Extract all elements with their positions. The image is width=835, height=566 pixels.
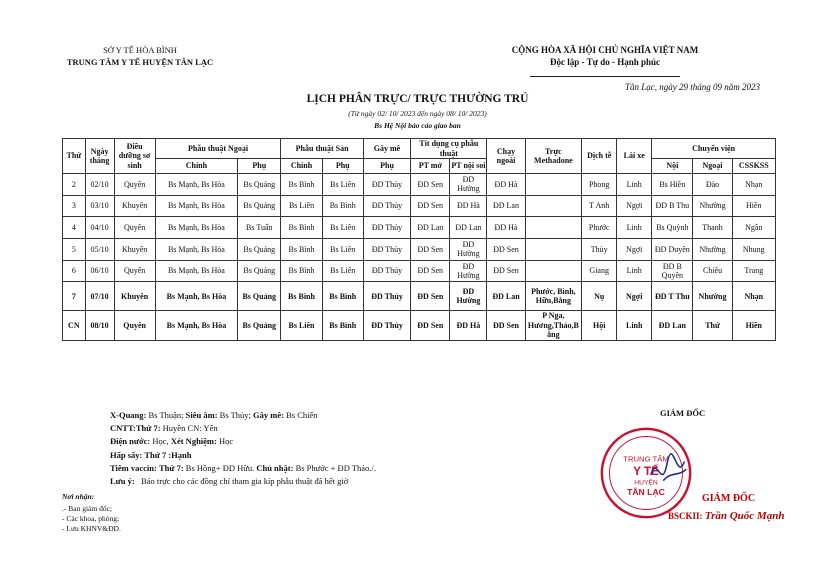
col-ngoai-phu: Phụ <box>238 159 281 174</box>
cell-cv-noi: Bs Hiền <box>652 174 693 196</box>
table-row <box>63 260 776 282</box>
cell-cv-csskss: Ngần <box>732 217 775 239</box>
cell-methadone <box>525 239 582 261</box>
cell-gayme: ĐD Thủy <box>363 217 410 239</box>
cell-dichte: Phước <box>582 217 617 239</box>
col-san-phu: Phụ <box>322 159 363 174</box>
stamp-text-4: TÂN LẠC <box>627 487 665 498</box>
cell-chay: ĐD Sen <box>487 260 525 282</box>
cell-cv-noi: ĐD Duyên <box>652 239 693 261</box>
cell-cv-csskss: Nhung <box>732 239 775 261</box>
cell-san-phu: Bs Bình <box>322 282 363 311</box>
col-dieu-duong: Điều dưỡng sơ sinh <box>114 139 155 174</box>
recipient-item: - Các khoa, phòng; <box>62 514 120 523</box>
nation-header <box>470 44 740 80</box>
cell-san-phu: Bs Bình <box>322 195 363 217</box>
cell-ngay: 08/10 <box>85 311 114 341</box>
cell-gayme: ĐD Thủy <box>363 239 410 261</box>
col-tdc-pt: Tít dụng cụ phẫu thuật <box>411 139 487 159</box>
recipient-item: - Lưu KHNV&ĐD. <box>62 524 121 533</box>
cell-san-chinh: Bs Bình <box>281 282 322 311</box>
cell-laixe: Ngợi <box>617 195 652 217</box>
col-pt-ngoai: Phẫu thuật Ngoại <box>155 139 281 159</box>
cell-methadone <box>525 174 582 196</box>
cell-laixe: Ngợi <box>617 282 652 311</box>
cell-dichte: Giang <box>582 260 617 282</box>
cell-ngoai-chinh: Bs Mạnh, Bs Hòa <box>155 217 237 239</box>
cell-thu: CN <box>63 311 86 341</box>
cell-cv-csskss: Hiền <box>732 311 775 341</box>
notes-line-5 <box>110 462 376 475</box>
cell-dd: Quyên <box>114 217 155 239</box>
cell-methadone <box>525 195 582 217</box>
cell-laixe: Linh <box>617 217 652 239</box>
cell-ngoai-phu: Bs Quảng <box>238 239 281 261</box>
cell-thu: 3 <box>63 195 86 217</box>
recipients-block <box>62 492 121 534</box>
report-note: Bs Hệ Nội báo cáo giao ban <box>374 121 461 130</box>
cell-thu: 2 <box>63 174 86 196</box>
nation-line: CỘNG HÒA XÃ HỘI CHỦ NGHĨA VIỆT NAM <box>511 45 699 55</box>
cell-pt-mo: ĐD Sen <box>411 282 450 311</box>
cell-dd: Khuyên <box>114 195 155 217</box>
notes-block <box>110 409 376 488</box>
col-san-chinh: Chính <box>281 159 322 174</box>
xetnghiem-value: Học <box>218 436 234 447</box>
cell-ngoai-chinh: Bs Mạnh, Bs Hòa <box>155 311 237 341</box>
cell-chay: ĐD Hà <box>487 217 525 239</box>
vaccin-cn-label: Chủ nhật: <box>256 462 294 473</box>
cell-cv-csskss: Trang <box>732 260 775 282</box>
cell-ngoai-chinh: Bs Mạnh, Bs Hòa <box>155 260 237 282</box>
cell-dichte: Nụ <box>582 282 617 311</box>
cell-dichte: Hội <box>582 311 617 341</box>
col-chuyen-vien: Chuyển viện <box>652 139 776 159</box>
cell-san-phu: Bs Bình <box>322 311 363 341</box>
page-title: LỊCH PHÂN TRỰC/ TRỰC THƯỜNG TRÚ <box>306 93 529 105</box>
cell-ngoai-phu: Bs Quảng <box>238 174 281 196</box>
motto-underline <box>530 76 680 77</box>
cell-dd: Khuyên <box>114 239 155 261</box>
cell-ngoai-chinh: Bs Mạnh, Bs Hòa <box>155 282 237 311</box>
col-ngoai-chinh: Chính <box>155 159 237 174</box>
cell-dd: Quyên <box>114 174 155 196</box>
director-name <box>668 510 784 522</box>
table-row <box>63 239 776 261</box>
cell-cv-csskss: Hiền <box>732 195 775 217</box>
table-row <box>63 311 776 341</box>
col-pt-noi-soi: PT nội soi <box>450 159 487 174</box>
gayme-value: Bs Chiến <box>286 410 318 420</box>
notes-line-6 <box>110 475 376 488</box>
cell-chay: ĐD Sen <box>487 239 525 261</box>
luuy-label: Lưu ý: <box>110 476 135 487</box>
hapsay-label: Hấp sấy: Thứ 7 :Hạnh <box>110 449 192 460</box>
col-gayme-phu: Phụ <box>363 159 410 174</box>
cell-thu: 4 <box>63 217 86 239</box>
notes-line-2 <box>110 422 376 435</box>
cell-thu: 7 <box>63 282 86 311</box>
cell-ngoai-chinh: Bs Mạnh, Bs Hòa <box>155 239 237 261</box>
cell-san-phu: Bs Liên <box>322 260 363 282</box>
table-row <box>63 217 776 239</box>
col-ngay: Ngày tháng <box>85 139 114 174</box>
cell-cv-ngoai: Thanh <box>693 217 732 239</box>
cell-san-chinh: Bs Bình <box>281 217 322 239</box>
cell-san-chinh: Bs Bình <box>281 174 322 196</box>
col-chay-ngoai: Chạy ngoài <box>487 139 525 174</box>
luuy-value: Báo trực cho các đồng chí tham gia kíp phẫu thuật đã hết giờ <box>141 476 349 487</box>
cell-san-phu: Bs Liên <box>322 239 363 261</box>
cell-cv-csskss: Nhạn <box>732 174 775 196</box>
stamp-text-2: Y TẾ <box>633 465 659 478</box>
col-dich-te: Dịch tễ <box>582 139 617 174</box>
date-range: (Từ ngày 02/ 10/ 2023 đến ngày 08/ 10/ 2023) <box>348 109 487 118</box>
org-line-1: SỞ Y TẾ HÒA BÌNH <box>103 45 177 55</box>
cell-laixe: Linh <box>617 311 652 341</box>
cell-cv-ngoai: Nhường <box>693 195 732 217</box>
cell-dichte: Thùy <box>582 239 617 261</box>
cell-san-chinh: Bs Liên <box>281 311 322 341</box>
cell-methadone <box>525 260 582 282</box>
table-row <box>63 195 776 217</box>
cell-chay: ĐD Hà <box>487 174 525 196</box>
vaccin-cn-value: Bs Phước + ĐD Thảo./. <box>295 462 376 473</box>
cell-san-phu: Bs Liên <box>322 174 363 196</box>
cell-cv-csskss: Nhạn <box>732 282 775 311</box>
cell-pt-mo: ĐD Sen <box>411 260 450 282</box>
cell-san-chinh: Bs Bình <box>281 239 322 261</box>
col-cv-ngoai: Ngoại <box>693 159 732 174</box>
cell-methadone: P Nga, Hương,Thảo,B ằng <box>525 311 582 341</box>
diennuoc-label: Điện nước: <box>110 436 151 447</box>
cell-methadone <box>525 217 582 239</box>
stamp-text-3: HUYỆN <box>634 479 658 487</box>
cell-pt-noisoi: ĐD Hường <box>450 239 487 261</box>
col-methadone: Trực Methadone <box>525 139 582 174</box>
cell-dichte: T Anh <box>582 195 617 217</box>
name-prefix: BSCKII: <box>668 511 703 521</box>
cell-san-phu: Bs Liên <box>322 217 363 239</box>
cell-pt-mo: ĐD Sen <box>411 174 450 196</box>
stamp-text-1: TRUNG TÂM <box>623 454 669 464</box>
cell-cv-noi: Bs Quỳnh <box>652 217 693 239</box>
cell-cv-noi: ĐD T Thu <box>652 282 693 311</box>
header-row-1 <box>63 139 776 159</box>
vaccin-label: Tiêm vaccin: <box>110 462 157 473</box>
cell-dd: Quyên <box>114 311 155 341</box>
cell-ngoai-phu: Bs Tuấn <box>238 217 281 239</box>
cell-cv-noi: ĐD B Quyên <box>652 260 693 282</box>
cell-thu: 5 <box>63 239 86 261</box>
schedule-table <box>62 138 776 341</box>
notes-line-1 <box>110 409 376 422</box>
vaccin-t7-label: Thứ 7: <box>158 462 184 473</box>
col-cv-noi: Nội <box>652 159 693 174</box>
cell-pt-noisoi: ĐD Hường <box>450 174 487 196</box>
col-pt-mo: PT mở <box>411 159 450 174</box>
cell-pt-noisoi: ĐD Hà <box>450 195 487 217</box>
col-gay-me: Gây mê <box>363 139 410 159</box>
cell-ngay: 02/10 <box>85 174 114 196</box>
cell-laixe: Linh <box>617 260 652 282</box>
table-row <box>63 174 776 196</box>
cntt-value: Huyền CN: Yến <box>162 423 218 434</box>
xquang-value: Bs Thuận; <box>148 410 184 420</box>
gayme-label: Gây mê: <box>253 410 284 420</box>
cell-ngoai-phu: Bs Quảng <box>238 260 281 282</box>
cell-dichte: Phong <box>582 174 617 196</box>
cell-ngay: 04/10 <box>85 217 114 239</box>
col-lai-xe: Lái xe <box>617 139 652 174</box>
cell-ngay: 03/10 <box>85 195 114 217</box>
cell-ngoai-chinh: Bs Mạnh, Bs Hòa <box>155 174 237 196</box>
recipient-item: .- Ban giám đốc; <box>62 504 112 513</box>
cell-cv-ngoai: Chiêu <box>693 260 732 282</box>
cell-pt-mo: ĐD Sen <box>411 195 450 217</box>
cell-laixe: Ngợi <box>617 239 652 261</box>
notes-line-3 <box>110 435 376 448</box>
col-pt-san: Phẫu thuật Sản <box>281 139 363 159</box>
cell-pt-noisoi: ĐD Hường <box>450 282 487 311</box>
sieuam-value: Bs Thủy; <box>219 410 251 420</box>
cell-gayme: ĐD Thủy <box>363 195 410 217</box>
cell-methadone: Phước, Bình, Hữu,Bằng <box>525 282 582 311</box>
cell-cv-noi: ĐD Lan <box>652 311 693 341</box>
notes-line-4 <box>110 449 376 462</box>
vaccin-t7-value: Bs Hồng+ ĐD Hữu. <box>185 462 255 473</box>
stamp-director-title: GIÁM ĐỐC <box>702 493 756 504</box>
cell-ngoai-phu: Bs Quảng <box>238 282 281 311</box>
org-line-2: TRUNG TÂM Y TẾ HUYỆN TÂN LẠC <box>66 57 214 67</box>
xquang-label: X-Quang: <box>110 410 147 420</box>
cell-gayme: ĐD Thủy <box>363 174 410 196</box>
cell-san-chinh: Bs Liên <box>281 195 322 217</box>
cell-laixe: Linh <box>617 174 652 196</box>
cell-gayme: ĐD Thủy <box>363 260 410 282</box>
cell-pt-mo: ĐD Sen <box>411 239 450 261</box>
header-row-2 <box>63 159 776 174</box>
cell-pt-mo: ĐD Lan <box>411 217 450 239</box>
cell-chay: ĐD Lan <box>487 282 525 311</box>
col-cv-csskss: CSSKSS <box>732 159 775 174</box>
cell-gayme: ĐD Thủy <box>363 282 410 311</box>
director-title: GIÁM ĐỐC <box>660 408 706 418</box>
official-stamp <box>598 425 694 521</box>
recipients-label: Nơi nhận: <box>62 492 95 501</box>
cell-pt-noisoi: ĐD Lan <box>450 217 487 239</box>
cell-ngoai-chinh: Bs Mạnh, Bs Hòa <box>155 195 237 217</box>
cell-cv-ngoai: Đào <box>693 174 732 196</box>
cell-ngay: 05/10 <box>85 239 114 261</box>
cell-dd: Khuyên <box>114 282 155 311</box>
cell-san-chinh: Bs Bình <box>281 260 322 282</box>
table-row <box>63 282 776 311</box>
sieuam-label: Siêu âm: <box>185 410 218 420</box>
cell-pt-mo: ĐD Sen <box>411 311 450 341</box>
cell-cv-ngoai: Thứ <box>693 311 732 341</box>
cell-pt-noisoi: ĐD Hà <box>450 311 487 341</box>
cell-ngoai-phu: Bs Quảng <box>238 311 281 341</box>
col-thu: Thứ <box>63 139 86 174</box>
cell-gayme: ĐD Thủy <box>363 311 410 341</box>
cell-chay: ĐD Lan <box>487 195 525 217</box>
cell-pt-noisoi: ĐD Hường <box>450 260 487 282</box>
cell-cv-ngoai: Nhường <box>693 282 732 311</box>
motto-line: Độc lập - Tự do - Hạnh phúc <box>549 57 660 67</box>
cell-ngoai-phu: Bs Quảng <box>238 195 281 217</box>
cell-ngay: 06/10 <box>85 260 114 282</box>
cell-ngay: 07/10 <box>85 282 114 311</box>
cell-chay: ĐD Sen <box>487 311 525 341</box>
name-value: Trần Quốc Mạnh <box>704 510 785 522</box>
cell-thu: 6 <box>63 260 86 282</box>
org-header <box>55 44 225 68</box>
date-line: Tân Lạc, ngày 29 tháng 09 năm 2023 <box>625 82 760 92</box>
diennuoc-value: Học, <box>152 436 169 447</box>
xetnghiem-label: Xét Nghiệm: <box>170 436 217 447</box>
cell-cv-noi: ĐD B Thu <box>652 195 693 217</box>
cell-cv-ngoai: Nhường <box>693 239 732 261</box>
cntt-label: CNTT:Thứ 7: <box>110 423 161 434</box>
cell-dd: Quyên <box>114 260 155 282</box>
